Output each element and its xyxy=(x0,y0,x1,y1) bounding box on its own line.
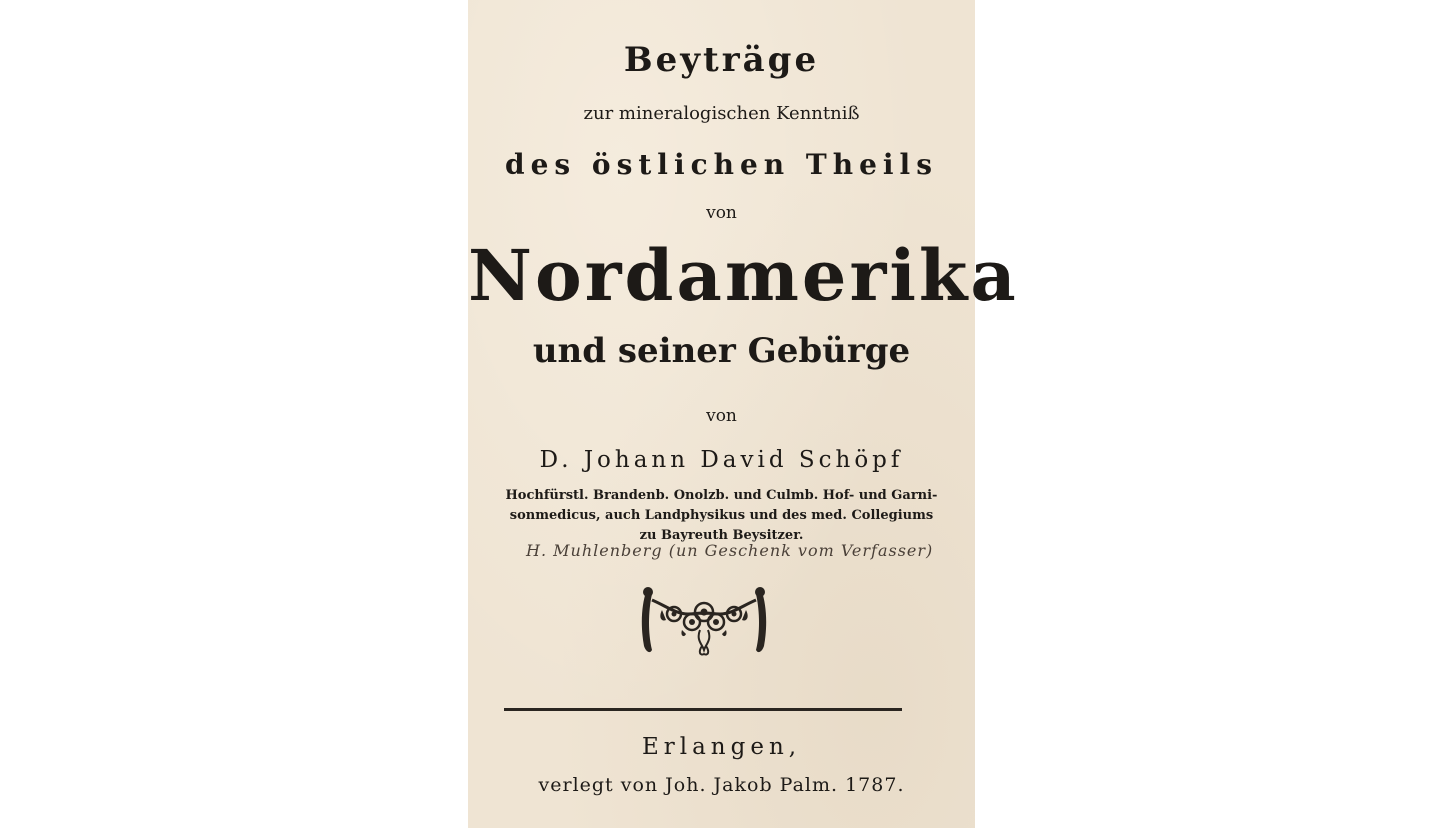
floral-garland-ornament-icon xyxy=(636,584,772,662)
subtitle-line-3: und seiner Gebürge xyxy=(532,331,911,371)
affiliation-line: Hochfürstl. Brandenb. Onolzb. und Culmb. Hof- und Garni- xyxy=(505,488,938,503)
author-name: D. Johann David Schöpf xyxy=(539,447,904,473)
publisher-line: verlegt von Joh. Jakob Palm. 1787. xyxy=(538,774,905,796)
author-affiliation xyxy=(468,486,975,546)
title-page xyxy=(468,0,1019,828)
book-title: Beyträge xyxy=(623,40,820,80)
von-connector-1: von xyxy=(706,203,737,223)
horizontal-rule xyxy=(504,708,902,711)
handwritten-inscription: H. Muhlenberg (un Geschenk vom Verfasser) xyxy=(526,541,934,560)
main-title: Nordamerika xyxy=(468,234,1019,317)
publication-place: Erlangen, xyxy=(641,734,802,760)
von-connector-2: von xyxy=(706,406,737,426)
subtitle-line-2: des östlichen Theils xyxy=(505,148,938,181)
subtitle-line-1: zur mineralogischen Kenntniß xyxy=(583,103,860,124)
affiliation-line: sonmedicus, auch Landphysikus und des med. Collegiums xyxy=(509,508,934,523)
affiliation-line: zu Bayreuth Beysitzer. xyxy=(639,528,804,543)
